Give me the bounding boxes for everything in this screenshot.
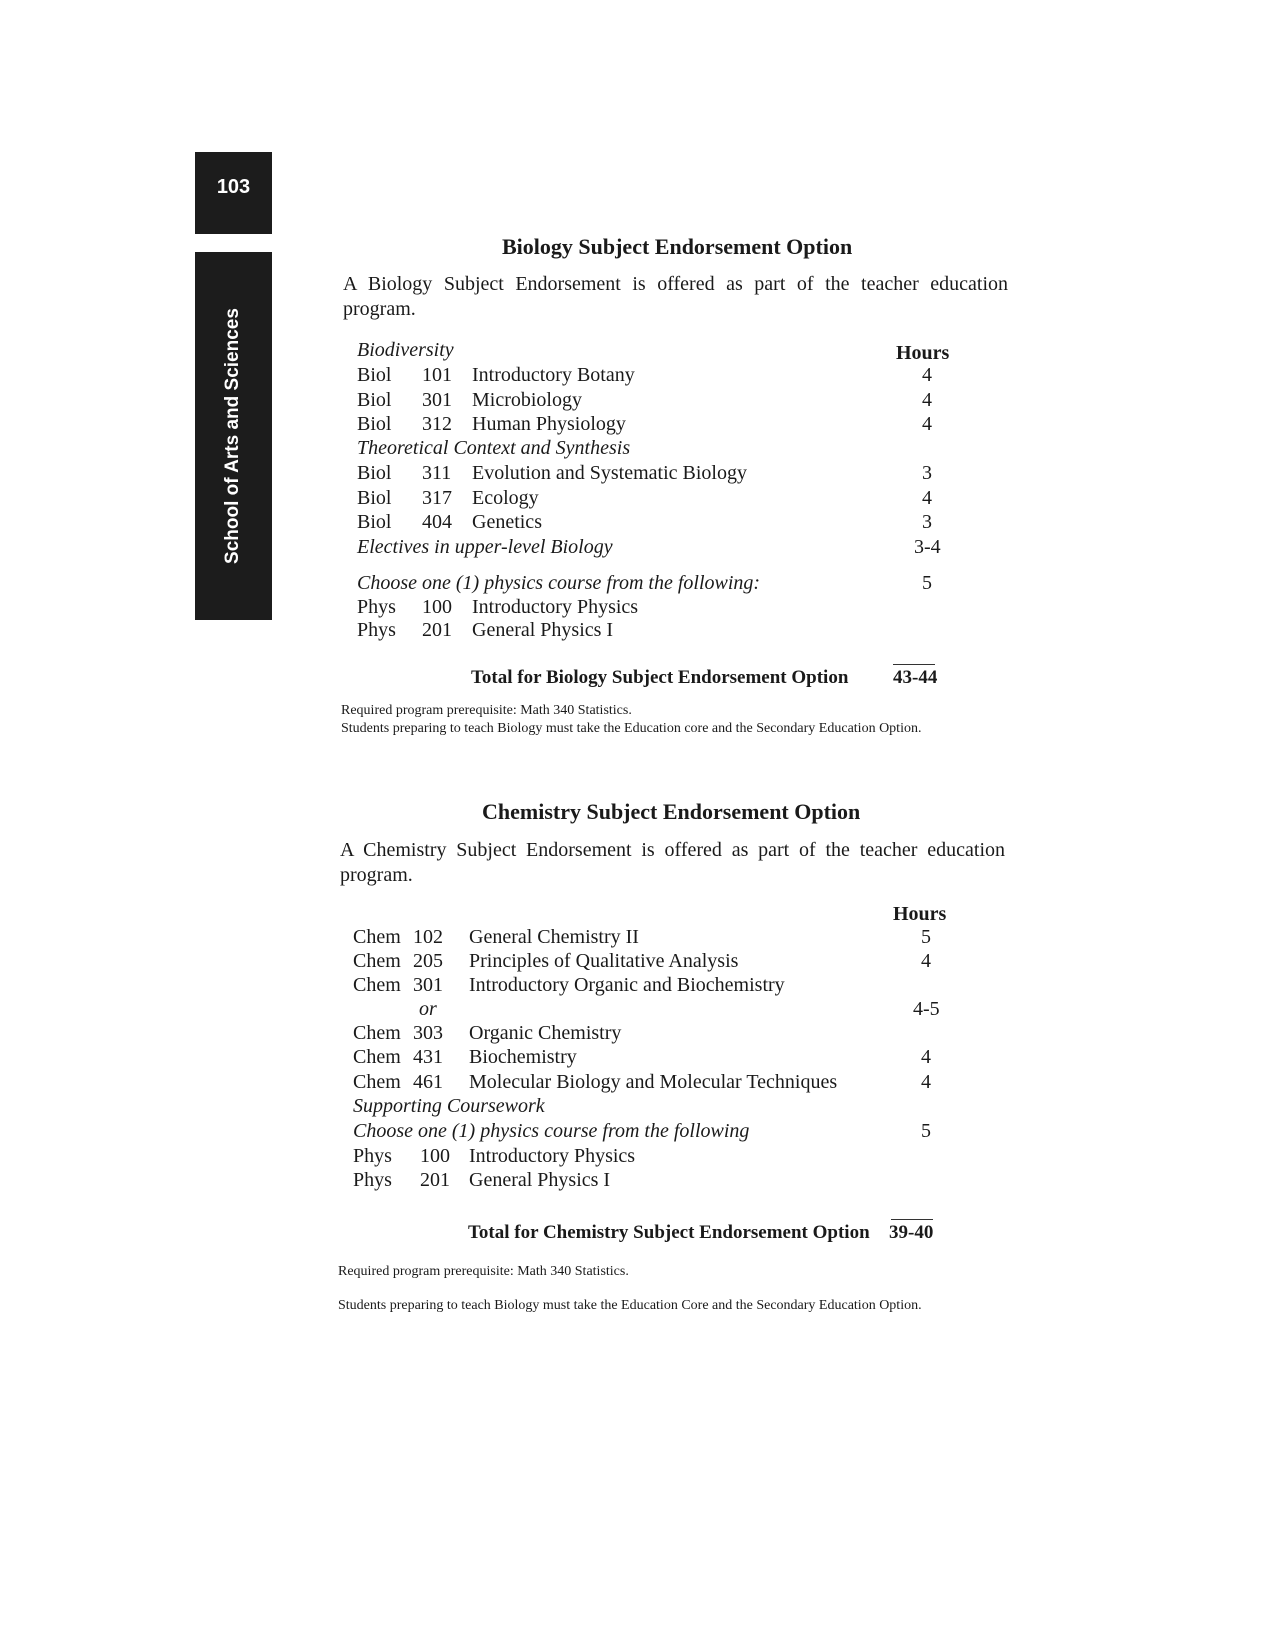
- course-hours: 4: [922, 487, 932, 509]
- course-row: [353, 1046, 933, 1071]
- biology-title: Biology Subject Endorsement Option: [502, 234, 853, 259]
- course-hours: 3: [922, 511, 932, 533]
- course-row: [357, 487, 937, 512]
- course-hours: 5: [921, 1120, 931, 1142]
- course-hours: 3-4: [914, 536, 941, 558]
- course-number: 404: [422, 511, 452, 533]
- course-subject: Chem: [353, 1071, 401, 1093]
- chemistry-hours-header: Hours: [893, 903, 947, 925]
- course-row: [353, 1120, 933, 1145]
- course-subject: Chem: [353, 1022, 401, 1044]
- biology-total-value: 43-44: [893, 667, 938, 688]
- biology-students-note: Students preparing to teach Biology must take the Education core and the Secondary Education Option.: [341, 721, 922, 736]
- course-row: [353, 1022, 933, 1047]
- course-hours: 4: [921, 1071, 931, 1093]
- course-row: [357, 596, 937, 621]
- course-row: [357, 413, 937, 438]
- course-hours: 4: [922, 413, 932, 435]
- course-hours: 5: [922, 572, 932, 594]
- course-number: 461: [413, 1071, 443, 1093]
- course-title: Molecular Biology and Molecular Techniques: [469, 1071, 838, 1093]
- course-number: 301: [422, 389, 452, 411]
- course-subject: Biol: [357, 511, 392, 533]
- section-tab: [195, 252, 272, 620]
- course-title: Introductory Physics: [472, 596, 639, 618]
- course-row: [353, 998, 940, 1023]
- course-subject: Phys: [353, 1145, 392, 1167]
- chemistry-intro: A Chemistry Subject Endorsement is offered as part of the teacher education program.: [340, 839, 1005, 886]
- total-rule: [891, 1219, 933, 1220]
- or-separator: or: [419, 998, 437, 1020]
- course-hours: 4: [922, 389, 932, 411]
- course-number: 312: [422, 413, 452, 435]
- course-subject: Chem: [353, 1046, 401, 1068]
- course-number: 317: [422, 487, 452, 509]
- course-subject: Biol: [357, 487, 392, 509]
- course-row: [357, 437, 937, 462]
- biology-hours-header: Hours: [896, 342, 950, 364]
- category-label: Choose one (1) physics course from the following:: [357, 572, 761, 594]
- course-hours: 4: [921, 1046, 931, 1068]
- course-subject: Chem: [353, 926, 401, 948]
- course-hours: 4-5: [913, 998, 940, 1020]
- course-hours: 4: [922, 364, 932, 386]
- category-label: Choose one (1) physics course from the following: [353, 1120, 750, 1142]
- course-row: [353, 1169, 933, 1194]
- course-row: [357, 339, 937, 364]
- course-title: Principles of Qualitative Analysis: [469, 950, 739, 972]
- course-row: [353, 1145, 933, 1170]
- course-number: 201: [422, 619, 452, 641]
- chemistry-students-note: Students preparing to teach Biology must take the Education Core and the Secondary Education Option.: [338, 1298, 922, 1313]
- course-number: 303: [413, 1022, 443, 1044]
- course-row: [357, 389, 937, 414]
- course-number: 102: [413, 926, 443, 948]
- chemistry-total-label: Total for Chemistry Subject Endorsement Option: [468, 1222, 870, 1243]
- biology-prereq-note: Required program prerequisite: Math 340 Statistics.: [341, 703, 632, 718]
- course-title: Biochemistry: [469, 1046, 577, 1068]
- course-row: [353, 1095, 933, 1120]
- page-number: 103: [195, 152, 272, 234]
- course-subject: Biol: [357, 413, 392, 435]
- course-hours: 3: [922, 462, 932, 484]
- course-row: [357, 462, 937, 487]
- course-title: Genetics: [472, 511, 542, 533]
- course-row: [357, 511, 937, 536]
- course-hours: 5: [921, 926, 931, 948]
- course-row: [353, 1071, 933, 1096]
- course-number: 205: [413, 950, 443, 972]
- chemistry-title: Chemistry Subject Endorsement Option: [482, 799, 861, 824]
- category-label: Supporting Coursework: [353, 1095, 545, 1117]
- course-row: [357, 619, 937, 644]
- course-number: 101: [422, 364, 452, 386]
- section-label: School of Arts and Sciences: [222, 308, 243, 564]
- course-number: 301: [413, 974, 443, 996]
- course-number: 100: [420, 1145, 450, 1167]
- course-title: Evolution and Systematic Biology: [472, 462, 747, 484]
- course-number: 201: [420, 1169, 450, 1191]
- course-title: Human Physiology: [472, 413, 626, 435]
- course-title: Introductory Physics: [469, 1145, 636, 1167]
- category-label: Biodiversity: [357, 339, 454, 361]
- course-subject: Phys: [357, 619, 396, 641]
- course-subject: Chem: [353, 950, 401, 972]
- course-number: 311: [422, 462, 452, 484]
- course-row: [353, 950, 933, 975]
- course-subject: Biol: [357, 462, 392, 484]
- biology-total-label: Total for Biology Subject Endorsement Option: [471, 667, 849, 688]
- course-subject: Biol: [357, 389, 392, 411]
- course-title: General Physics I: [472, 619, 614, 641]
- course-title: Introductory Organic and Biochemistry: [469, 974, 785, 996]
- course-hours: 4: [921, 950, 931, 972]
- course-title: Introductory Botany: [472, 364, 635, 386]
- course-title: Ecology: [472, 487, 539, 509]
- course-row: [353, 926, 933, 951]
- course-row: [353, 974, 933, 999]
- total-rule: [893, 664, 935, 665]
- course-subject: Phys: [357, 596, 396, 618]
- chemistry-total-value: 39-40: [889, 1222, 934, 1243]
- course-title: General Chemistry II: [469, 926, 639, 948]
- biology-intro: A Biology Subject Endorsement is offered as part of the teacher education program.: [343, 273, 1008, 320]
- course-subject: Phys: [353, 1169, 392, 1191]
- category-label: Theoretical Context and Synthesis: [357, 437, 631, 459]
- course-row: [357, 536, 941, 561]
- course-title: Organic Chemistry: [469, 1022, 622, 1044]
- course-row: [357, 572, 937, 597]
- course-number: 431: [413, 1046, 443, 1068]
- course-title: General Physics I: [469, 1169, 611, 1191]
- course-title: Microbiology: [472, 389, 582, 411]
- chemistry-prereq-note: Required program prerequisite: Math 340 Statistics.: [338, 1264, 629, 1279]
- category-label: Electives in upper-level Biology: [357, 536, 613, 558]
- course-row: [357, 364, 937, 389]
- course-subject: Biol: [357, 364, 392, 386]
- course-subject: Chem: [353, 974, 401, 996]
- course-number: 100: [422, 596, 452, 618]
